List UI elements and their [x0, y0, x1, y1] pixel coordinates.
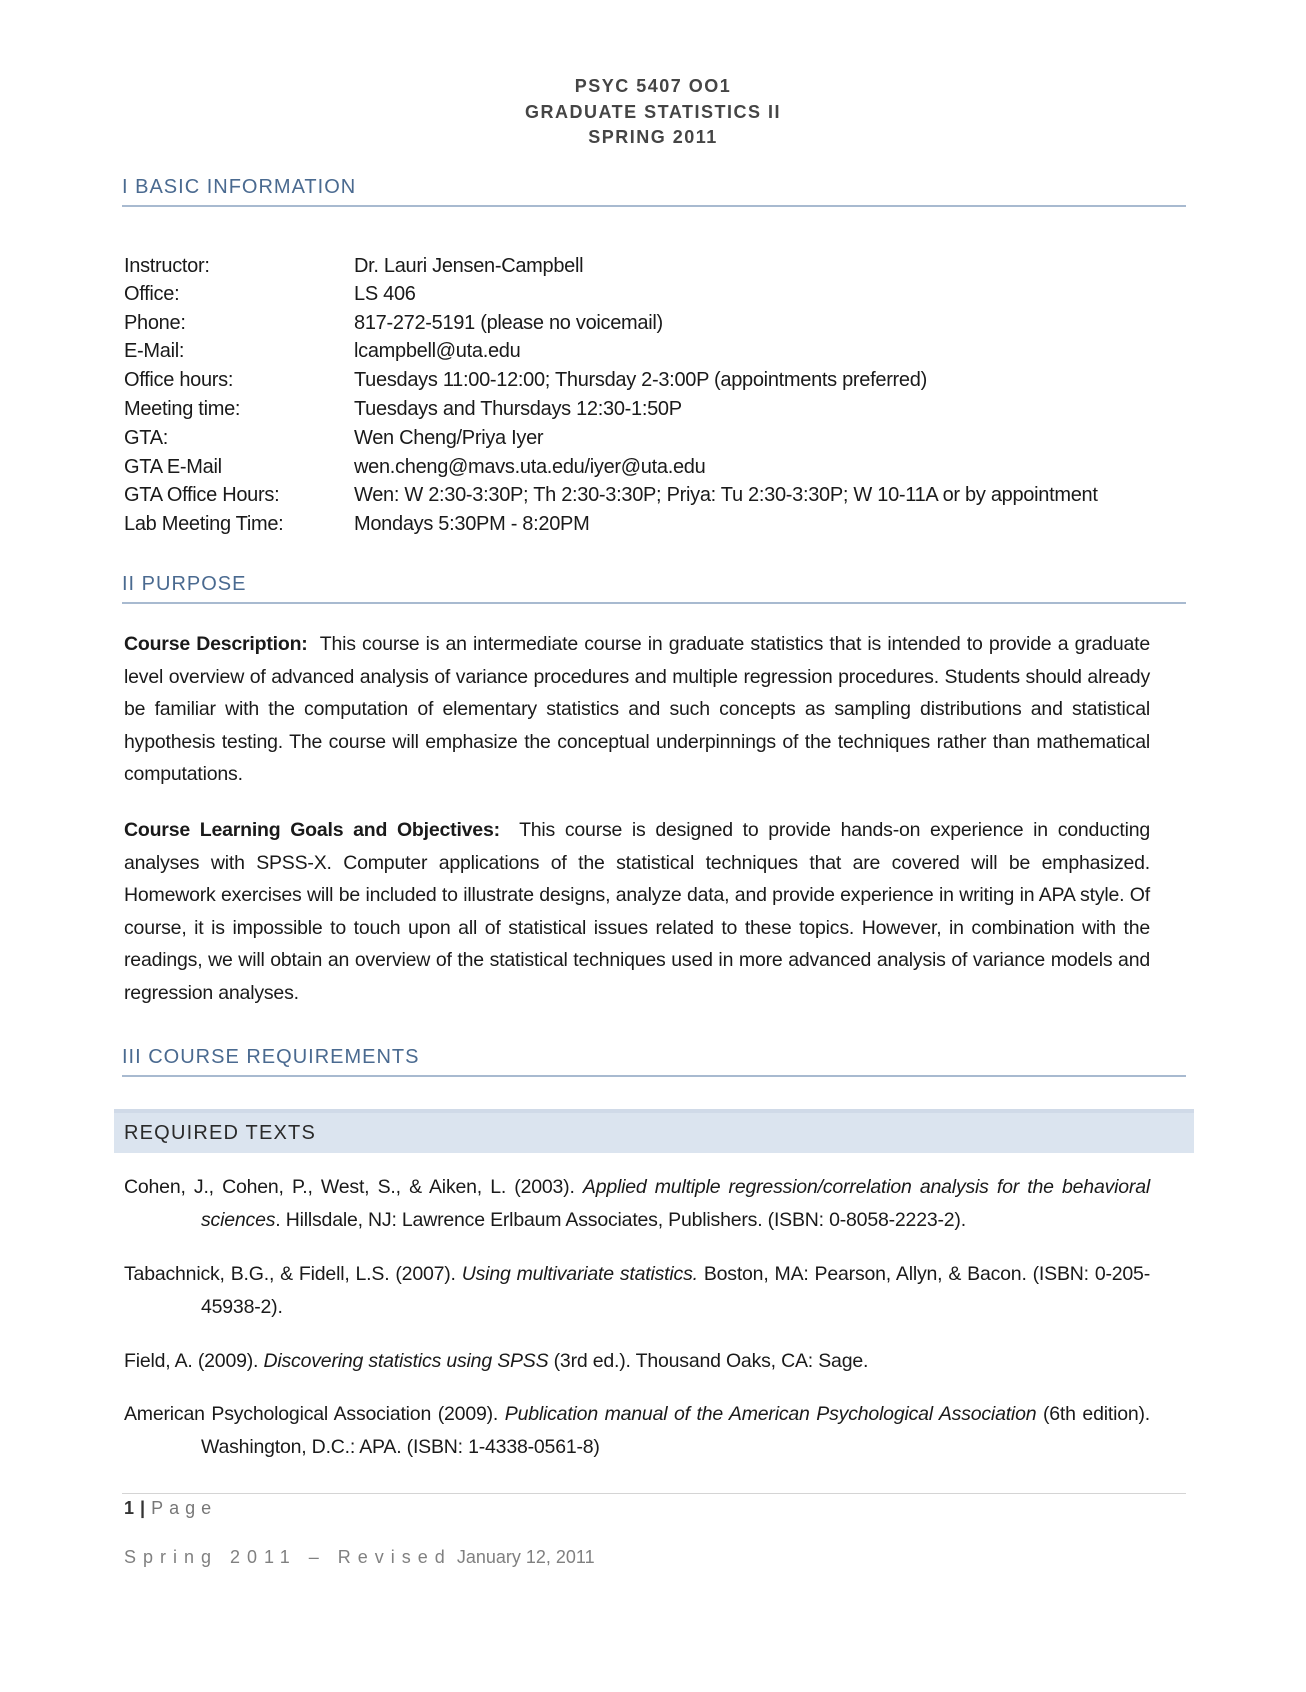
course-title: GRADUATE STATISTICS II [525, 101, 781, 122]
ref-post: . Hillsdale, NJ: Lawrence Erlbaum Associates, Publishers. (ISBN: 0-8058-2223-2). [275, 1209, 966, 1231]
course-goals-text: This course is designed to provide hands-on experience in conducting analyses with SPSS-X. Computer applications of the statistical techniques that are covered will be emphasized. Homework exercises will be included to illustrate designs, analyze data, and provide experience in writing in APA style. Of course, it is impossible to touch upon all of statistical issues related to these topics. However, in combination with the readings, we will obtain an overview of the statistical techniques used in more advanced analysis of variance models and regression analyses. [124, 819, 1151, 1004]
info-row-email [124, 338, 1098, 367]
info-value: Dr. Lauri Jensen-Campbell [354, 254, 584, 277]
info-label: Phone: [124, 311, 186, 334]
course-goals-label: Course Learning Goals and Objectives: [124, 819, 500, 841]
info-label: Instructor: [124, 254, 210, 277]
page-number [124, 1498, 217, 1519]
info-value-gta-email-link[interactable]: wen.cheng@mavs.uta.edu/iyer@uta.edu [354, 455, 706, 478]
info-value: Mondays 5:30PM - 8:20PM [354, 512, 590, 535]
footer-date: January 12, 2011 [456, 1547, 595, 1567]
info-value: Wen Cheng/Priya Iyer [354, 427, 544, 450]
info-row-phone [124, 309, 1098, 338]
course-description-text: This course is an intermediate course in graduate statistics that is intended to provide a graduate level overview of advanced analysis of variance procedures and multiple regression procedures. Students should already be familiar with the computation of elementary statistics and such concepts as sampling distributions and statistical hypothesis testing. The course will emphasize the conceptual underpinnings of the techniques rather than mathematical computations. [124, 633, 1150, 785]
page-word: Page [151, 1498, 218, 1518]
ref-post: Boston, MA: Pearson, Allyn, & Bacon. (ISBN: 0-205-45938-2). [201, 1263, 1150, 1318]
reference-tabachnick [124, 1258, 1150, 1324]
reference-field [124, 1345, 1150, 1378]
page-number-separator: | [140, 1498, 146, 1518]
info-row-office [124, 281, 1098, 310]
section-heading-requirements: III COURSE REQUIREMENTS [122, 1046, 1186, 1077]
info-label: GTA: [124, 427, 168, 450]
ref-pre: Cohen, J., Cohen, P., West, S., & Aiken, L. (2003). [124, 1176, 583, 1198]
reference-apa [124, 1398, 1150, 1464]
info-row-lab-meeting [124, 510, 1098, 539]
course-goals [124, 814, 1150, 1009]
footer-revision [124, 1547, 595, 1568]
info-value: Tuesdays 11:00-12:00; Thursday 2-3:00P (appointments preferred) [354, 368, 927, 391]
info-label: E-Mail: [124, 340, 185, 363]
info-row-gta-email [124, 453, 1098, 482]
course-description-label: Course Description: [124, 633, 308, 655]
ref-pre: Field, A. (2009). [124, 1350, 264, 1372]
info-value: 817-272-5191 (please no voicemail) [354, 311, 663, 334]
info-row-gta [124, 425, 1098, 454]
basic-info-table [124, 252, 1098, 539]
footer-term: Spring 2011 – Revised [124, 1547, 452, 1567]
course-term: SPRING 2011 [588, 127, 718, 147]
ref-pre: Tabachnick, B.G., & Fidell, L.S. (2007). [124, 1263, 462, 1285]
reference-cohen [124, 1171, 1150, 1237]
info-value: LS 406 [354, 283, 416, 306]
ref-title: Applied multiple regression/correlation analysis for the behavioral sciences [201, 1176, 1150, 1231]
info-row-gta-office-hours [124, 482, 1098, 511]
ref-post: (6th edition). Washington, D.C.: APA. (ISBN: 1-4338-0561-8) [201, 1403, 1151, 1458]
ref-pre: American Psychological Association (2009). [124, 1403, 505, 1425]
info-label: Office: [124, 283, 180, 306]
ref-post: (3rd ed.). Thousand Oaks, CA: Sage. [548, 1350, 869, 1372]
info-label: Office hours: [124, 368, 234, 391]
course-description [124, 628, 1150, 791]
info-label: Meeting time: [124, 398, 241, 420]
info-label: GTA Office Hours: [124, 484, 280, 507]
footer-divider [122, 1493, 1186, 1494]
ref-title: Using multivariate statistics. [461, 1263, 698, 1285]
info-row-instructor [124, 252, 1098, 281]
page-number-value: 1 [124, 1498, 135, 1518]
info-label: GTA E-Mail [124, 455, 222, 478]
ref-title: Discovering statistics using SPSS [263, 1350, 549, 1372]
info-row-office-hours [124, 366, 1098, 395]
course-code: PSYC 5407 OO1 [574, 76, 732, 96]
info-value-email-link[interactable]: lcampbell@uta.edu [354, 340, 521, 363]
ref-title: Publication manual of the American Psychological Association [504, 1403, 1037, 1425]
info-value: Wen: W 2:30-3:30P; Th 2:30-3:30P; Priya: Tu 2:30-3:30P; W 10-11A or by appointment [354, 484, 1098, 507]
section-heading-purpose: II PURPOSE [122, 573, 1186, 604]
info-label: Lab Meeting Time: [124, 512, 284, 535]
section-heading-basic: I BASIC INFORMATION [122, 176, 1186, 207]
document-header [0, 74, 1306, 151]
info-value: Tuesdays and Thursdays 12:30-1:50P [354, 398, 682, 420]
required-texts-heading: REQUIRED TEXTS [114, 1109, 1194, 1153]
info-row-meeting-time [124, 395, 1098, 425]
